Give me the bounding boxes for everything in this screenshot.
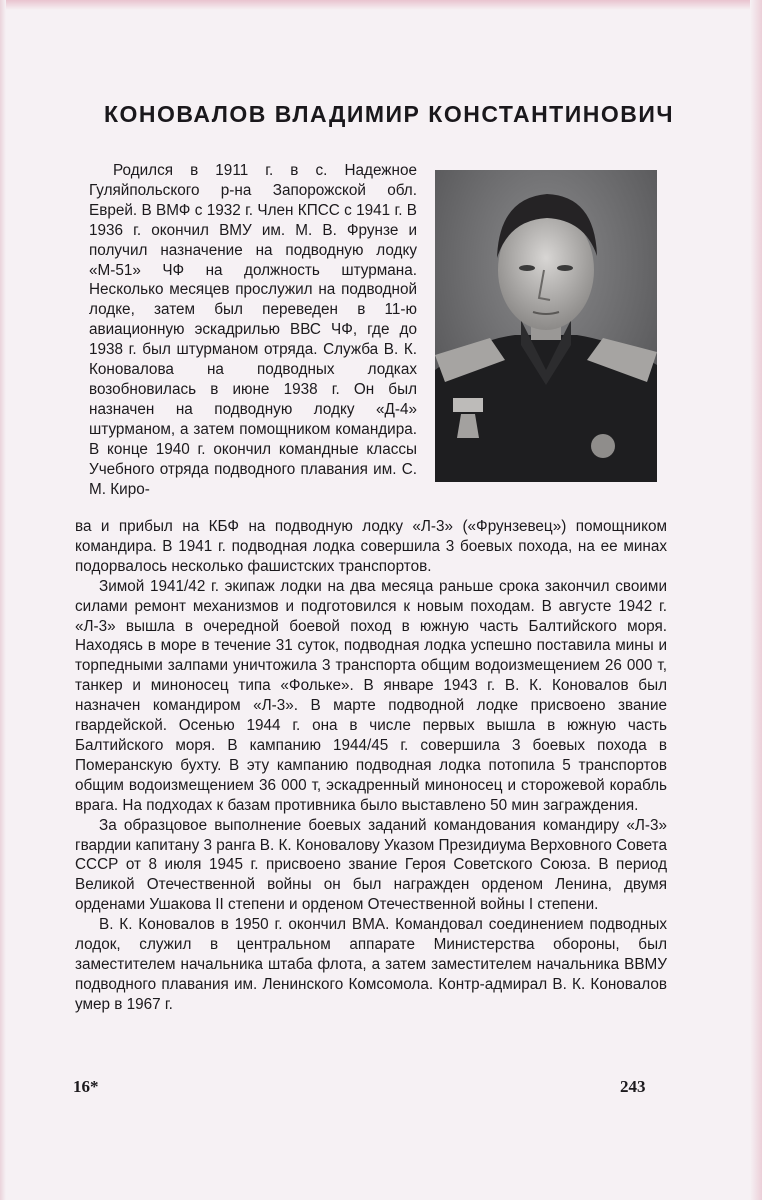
page-edge-top xyxy=(0,0,762,10)
biography-column xyxy=(89,161,417,499)
paragraph-awards: За образцовое выполнение боевых заданий командования командиру «Л-3» гвардии капитану 3 ранга В. К. Коновалову Указом Президиума Верховного Совета СССР от 8 июля 1945 г. присвоено звание Героя Советского Союза. В период Великой Отечественной войны он был награжден орденом Ленина, двумя орденами Ушакова II степени и орденом Отечественной войны I степени. xyxy=(75,816,667,914)
page-edge-left xyxy=(0,0,6,1200)
printer-signature: 16* xyxy=(73,1077,99,1096)
portrait-photo-icon xyxy=(435,170,657,482)
paragraph-birth: Родился в 1911 г. в с. Надежное Гуляйпольского р-на Запорожской обл. Еврей. В ВМФ с 1932 г. Член КПСС с 1941 г. В 1936 г. окончил ВМУ им. М. В. Фрунзе и получил назначение на подводную лодку «М-51» ЧФ на должность штурмана. Несколько месяцев прослужил на подводной лодке, затем был переведен в 11-ю авиационную эскадрилью ВВС ЧФ, где до 1938 г. был штурманом отряда. Служба В. К. Коновалова на подводных лодках возобновилась в июне 1938 г. Он был назначен на подводную лодку «Д-4» штурманом, а затем помощником командира. В конце 1940 г. окончил командные классы Учебного отряда подводного плавания им. С. М. Киро- xyxy=(89,162,417,498)
page-number: 243 xyxy=(620,1077,646,1096)
biography-body xyxy=(75,517,667,1015)
page-title: КОНОВАЛОВ ВЛАДИМИР КОНСТАНТИНОВИЧ xyxy=(104,101,675,128)
page-edge-right xyxy=(750,0,762,1200)
paragraph-postwar: В. К. Коновалов в 1950 г. окончил ВМА. Командовал соединением подводных лодок, служил в центральном аппарате Министерства обороны, был заместителем начальника штаба флота, а затем заместителем начальника ВВМУ подводного плавания им. Ленинского Комсомола. Контр-адмирал В. К. Коновалов умер в 1967 г. xyxy=(75,916,667,1013)
paragraph-war-service: Зимой 1941/42 г. экипаж лодки на два месяца раньше срока закончил своими силами ремонт механизмов и подготовился к новым походам. В августе 1942 г. «Л-3» вышла в очередной боевой поход в южную часть Балтийского моря. Находясь в море в течение 31 суток, подводная лодка успешно поставила мины и торпедными залпами уничтожила 3 транспорта общим водоизмещением 26 000 т, танкер и миноносец типа «Фольке». В январе 1943 г. В. К. Коновалов был назначен командиром «Л-3». В марте подводной лодке присвоено звание гвардейской. Осенью 1944 г. она в числе первых вышла в южную часть Балтийского моря. В кампанию 1944/45 г. совершила 3 боевых похода в Померанскую бухту. В эту кампанию подводная лодка потопила 5 транспортов общим водоизмещением 36 000 т, эскадренный миноносец и сторожевой корабль врага. На подходах к базам противника было выставлено 50 мин заграждения. xyxy=(75,577,667,814)
paragraph-birth-continued: ва и прибыл на КБФ на подводную лодку «Л-3» («Фрунзевец») помощником командира. В 1941 г. подводная лодка совершила 3 боевых похода, на ее минах подорвалось несколько фашистских транспортов. xyxy=(75,518,667,575)
